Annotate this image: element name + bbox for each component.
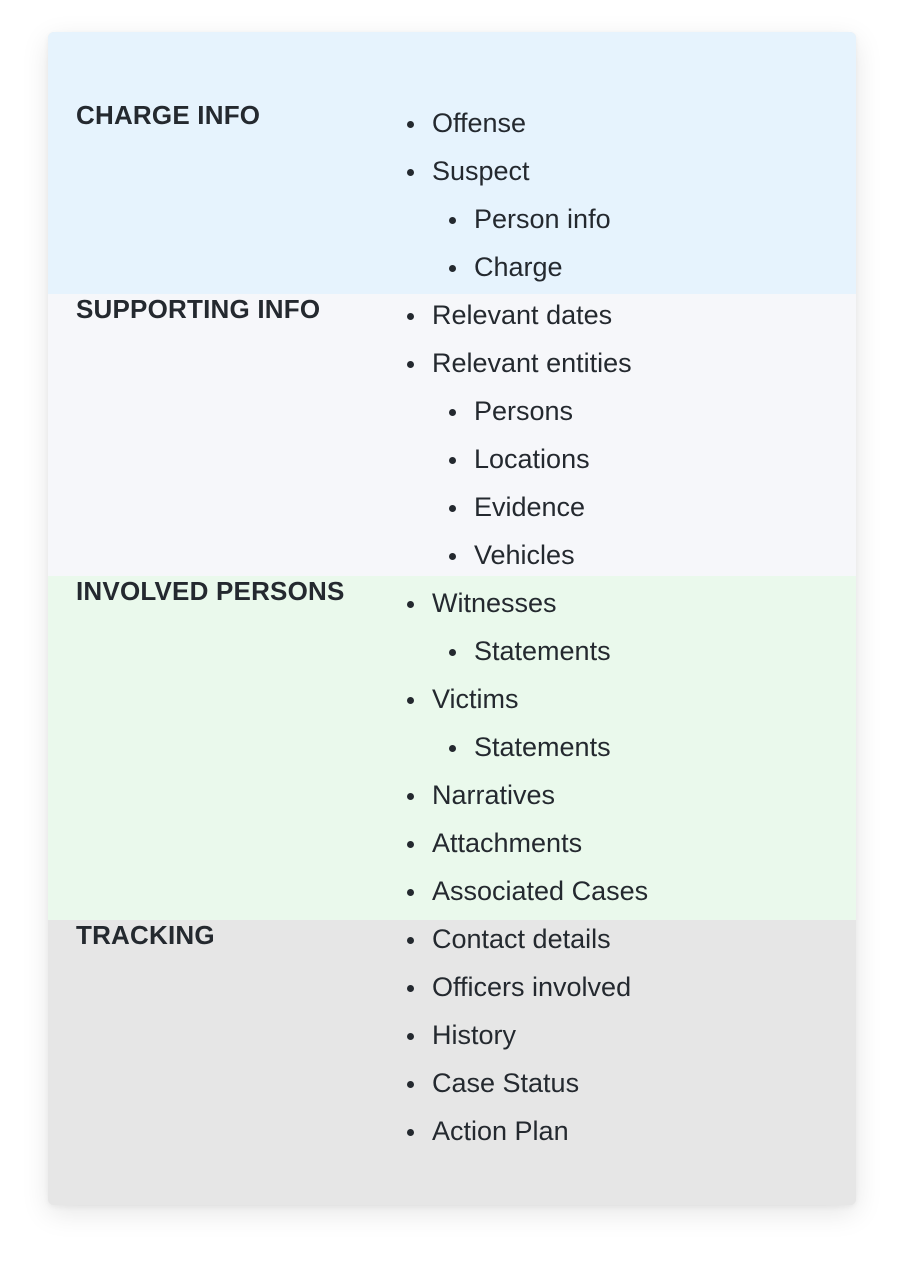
section-title: SUPPORTING INFO [76,294,321,324]
bullet-icon [449,553,456,560]
sub-list-item: Statements [474,636,611,666]
bullet-icon [449,649,456,656]
list-item: Relevant entities [432,348,632,378]
bullet-icon [407,889,414,896]
bullet-icon [449,745,456,752]
bullet-icon [407,1129,414,1136]
bullet-icon [449,409,456,416]
list-item: Attachments [432,828,583,858]
list-item: Witnesses [432,588,557,618]
list-item: Contact details [432,924,611,954]
bullet-icon [449,265,456,272]
list-item: Associated Cases [432,876,649,906]
bullet-icon [407,313,414,320]
bullet-icon [407,1033,414,1040]
list-item: Victims [432,684,519,714]
list-item: Action Plan [432,1116,569,1146]
bullet-icon [407,1081,414,1088]
case-structure-card [48,32,856,1205]
list-item: Suspect [432,156,530,186]
list-item: Case Status [432,1068,580,1098]
list-item: Officers involved [432,972,632,1002]
bullet-icon [407,169,414,176]
sub-list-item: Vehicles [474,540,575,570]
list-item: Offense [432,108,527,138]
list-item: Narratives [432,780,556,810]
list-item: Relevant dates [432,300,613,330]
bullet-icon [449,457,456,464]
section-title: TRACKING [76,920,215,950]
bullet-icon [449,505,456,512]
sub-list-item: Persons [474,396,574,426]
sub-list-item: Evidence [474,492,586,522]
bullet-icon [407,697,414,704]
section-title: INVOLVED PERSONS [76,576,345,606]
bullet-icon [407,793,414,800]
list-item: History [432,1020,517,1050]
section-supporting-info [48,294,856,576]
bullet-icon [407,601,414,608]
bullet-icon [407,841,414,848]
bullet-icon [449,217,456,224]
bullet-icon [407,121,414,128]
bullet-icon [407,985,414,992]
section-tracking [48,920,856,1205]
sub-list-item: Person info [474,204,611,234]
sub-list-item: Statements [474,732,611,762]
sub-list-item: Charge [474,252,563,282]
bullet-icon [407,361,414,368]
bullet-icon [407,937,414,944]
sub-list-item: Locations [474,444,590,474]
section-title: CHARGE INFO [76,100,261,130]
